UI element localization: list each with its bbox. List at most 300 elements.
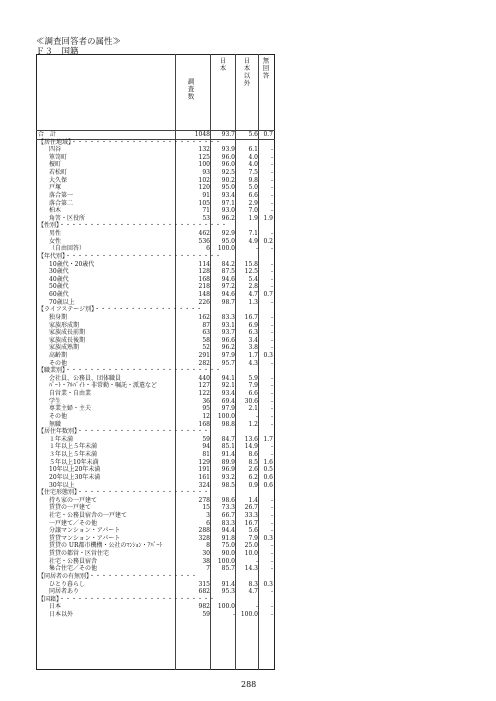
cell-other-country: 9.8 [248, 176, 258, 184]
cell-no-answer: - [270, 260, 273, 268]
cell-japan: - [232, 611, 235, 619]
cell-no-answer: - [270, 344, 273, 352]
data-table [36, 54, 275, 670]
cell-no-answer: 0.3 [263, 351, 273, 359]
header-other-country: 日本以外 [242, 57, 251, 87]
cell-sample-count: 282 [198, 359, 210, 367]
cell-japan: 89.9 [221, 458, 235, 466]
cell-sample-count: 127 [198, 382, 210, 390]
row-label: （自由回答） [49, 245, 86, 253]
cell-sample-count: 95 [202, 405, 210, 413]
cell-japan: 93.4 [221, 390, 235, 398]
row-label: 柏木 [49, 207, 62, 215]
table-row [36, 344, 275, 352]
cell-other-country: 6.1 [248, 146, 258, 154]
cell-japan: 90.2 [221, 176, 235, 184]
row-label: 箪笥町 [49, 153, 68, 161]
cell-no-answer: - [270, 443, 273, 451]
cell-japan: 96.0 [221, 153, 235, 161]
table-row [36, 314, 275, 322]
cell-japan: 93.7 [221, 329, 235, 337]
cell-japan: 94.6 [221, 275, 235, 283]
table-row [36, 230, 275, 238]
cell-other-country: 5.6 [248, 527, 258, 535]
table-row [36, 245, 275, 253]
row-label: 家族形成期 [49, 321, 80, 329]
table-row [36, 268, 275, 276]
cell-japan: 84.7 [221, 435, 235, 443]
table-row [36, 154, 275, 162]
cell-no-answer: - [270, 313, 273, 321]
cell-no-answer: - [270, 321, 273, 329]
cell-sample-count: 128 [198, 268, 210, 276]
table-row [36, 482, 275, 490]
header-no-answer: 無回答 [261, 57, 270, 80]
cell-sample-count: 63 [202, 329, 210, 337]
cell-sample-count: 324 [198, 481, 210, 489]
row-label: 【性別】・・・・・・・・・・・・・・・・・・・・・・・・・・・・ [38, 222, 228, 230]
cell-japan: 100.0 [217, 412, 235, 420]
cell-sample-count: 6 [206, 245, 210, 253]
cell-other-country: 14.3 [244, 565, 258, 573]
cell-sample-count: 100 [198, 161, 210, 169]
page-number: 288 [241, 680, 257, 689]
row-label: 社宅・公務員宿舎の一戸建て [49, 512, 128, 519]
cell-other-country: 33.3 [244, 512, 258, 519]
category-row [36, 428, 275, 436]
table-row [36, 291, 275, 299]
row-label: 【職業別】・・・・・・・・・・・・・・・・・・・・・・・・・・ [38, 367, 222, 375]
table-row [36, 474, 275, 482]
cell-other-country: 14.9 [244, 443, 258, 451]
cell-other-country: 4.3 [248, 359, 258, 367]
cell-japan: 93.7 [221, 131, 235, 138]
row-label: 同居者あり [49, 588, 80, 596]
cell-other-country: 3.4 [248, 336, 258, 344]
table-row [36, 603, 275, 611]
row-label: ３年以上５年未満 [49, 451, 98, 459]
cell-japan: 92.1 [221, 382, 235, 390]
cell-no-answer: - [270, 184, 273, 192]
total-row [36, 131, 275, 139]
cell-other-country: - [255, 603, 258, 611]
cell-other-country: 6.6 [248, 390, 258, 398]
cell-no-answer: 1.9 [263, 214, 273, 222]
table-row [36, 382, 275, 390]
cell-no-answer: - [270, 565, 273, 573]
cell-japan: 97.1 [221, 199, 235, 207]
cell-no-answer: - [270, 245, 273, 253]
table-row [36, 200, 275, 208]
row-label: ５年以上10年未満 [49, 458, 99, 466]
cell-no-answer: - [270, 336, 273, 344]
cell-sample-count: 462 [198, 230, 210, 238]
category-row [36, 253, 275, 261]
row-label: 分譲マンション・アパート [49, 527, 121, 535]
cell-sample-count: 94 [202, 443, 210, 451]
cell-other-country: 4.0 [248, 161, 258, 169]
cell-japan: 100.0 [217, 245, 235, 253]
cell-no-answer: - [270, 298, 273, 306]
cell-sample-count: 15 [202, 504, 210, 512]
cell-sample-count: 53 [202, 214, 210, 222]
cell-japan: 98.6 [221, 496, 235, 504]
cell-sample-count: 682 [198, 588, 210, 596]
cell-other-country: 7.9 [248, 534, 258, 542]
cell-sample-count: 71 [202, 207, 210, 215]
cell-sample-count: 148 [198, 291, 210, 299]
cell-other-country: 2.9 [248, 199, 258, 207]
cell-sample-count: 6 [206, 519, 210, 527]
cell-sample-count: 102 [198, 176, 210, 184]
cell-no-answer: - [270, 420, 273, 428]
row-label: 落合第二 [49, 199, 74, 207]
cell-other-country: 16.7 [244, 519, 258, 527]
cell-no-answer: - [270, 359, 273, 367]
cell-japan: 91.4 [221, 451, 235, 459]
cell-japan: 95.0 [221, 184, 235, 192]
cell-japan: 96.6 [221, 336, 235, 344]
category-row [36, 139, 275, 147]
cell-no-answer: - [270, 230, 273, 238]
cell-other-country: 6.6 [248, 191, 258, 199]
cell-japan: 85.7 [221, 565, 235, 573]
cell-japan: 93.4 [221, 191, 235, 199]
row-label: 20年以上30年未満 [49, 473, 101, 481]
cell-sample-count: 58 [202, 336, 210, 344]
cell-japan: 93.2 [221, 473, 235, 481]
cell-japan: 96.2 [221, 214, 235, 222]
category-row [36, 367, 275, 375]
row-label: 無職 [49, 420, 62, 428]
table-row [36, 413, 275, 421]
cell-no-answer: 0.3 [263, 580, 273, 588]
cell-no-answer: 0.5 [263, 466, 273, 474]
cell-japan: 98.7 [221, 298, 235, 306]
cell-sample-count: 38 [202, 557, 210, 565]
cell-sample-count: 122 [198, 390, 210, 398]
cell-sample-count: 52 [202, 344, 210, 352]
cell-no-answer: - [270, 146, 273, 154]
cell-no-answer: - [270, 283, 273, 291]
table-row [36, 542, 275, 550]
cell-japan: 95.3 [221, 588, 235, 596]
cell-japan: 85.1 [221, 443, 235, 451]
cell-no-answer: 0.2 [263, 237, 273, 245]
cell-sample-count: 132 [198, 146, 210, 154]
table-row [36, 261, 275, 269]
cell-other-country: 2.8 [248, 283, 258, 291]
cell-sample-count: 7 [206, 565, 210, 573]
cell-sample-count: 91 [202, 191, 210, 199]
cell-other-country: 1.9 [248, 214, 258, 222]
cell-other-country: 1.2 [248, 420, 258, 428]
row-label: 会社員、公務員、団体職員 [49, 374, 122, 382]
row-label: ひとり暮らし [49, 580, 86, 588]
row-label: 賃貸マンション・アパート [49, 534, 121, 542]
cell-other-country: 7.1 [248, 230, 258, 238]
table-row [36, 161, 275, 169]
row-label: 【住宅形態別】・・・・・・・・・・・・・・・・・・・・・・ [38, 489, 210, 497]
cell-other-country: 5.6 [248, 131, 258, 138]
row-label: 戸塚 [49, 184, 62, 192]
cell-no-answer: 0.6 [263, 481, 273, 489]
row-label: その他 [49, 359, 68, 367]
cell-sample-count: 328 [198, 534, 210, 542]
section-title: Ｆ３ 国籍 [36, 47, 79, 57]
row-label: 自営業・自由業 [49, 390, 92, 398]
row-label: 60歳代 [49, 291, 69, 299]
row-label: 女性 [49, 237, 62, 245]
cell-sample-count: 315 [198, 580, 210, 588]
cell-sample-count: 114 [198, 260, 210, 268]
category-row [36, 306, 275, 314]
table-row [36, 466, 275, 474]
row-label: 男性 [49, 230, 62, 238]
cell-no-answer: - [270, 496, 273, 504]
row-label: 若松町 [49, 169, 68, 177]
row-label: １年以上５年未満 [49, 443, 98, 451]
category-row [36, 222, 275, 230]
header-sample-count: 調査数 [186, 78, 195, 101]
cell-no-answer: - [270, 405, 273, 413]
cell-no-answer: - [270, 329, 273, 337]
cell-sample-count: 12 [202, 412, 210, 420]
row-label: 【居住年数別】・・・・・・・・・・・・・・・・・・・・・・ [38, 428, 210, 436]
cell-japan: 73.3 [221, 504, 235, 512]
cell-japan: 100.0 [217, 557, 235, 565]
cell-other-country: 8.5 [248, 458, 258, 466]
cell-no-answer: - [270, 161, 273, 169]
row-label: 一戸建て／その他 [49, 519, 98, 527]
table-row [36, 504, 275, 512]
cell-other-country: 2.1 [248, 405, 258, 413]
row-label: 【国籍】・・・・・・・・・・・・・・・・・・・・・・・・・・ [38, 595, 216, 603]
cell-no-answer: - [270, 382, 273, 390]
cell-japan: 90.0 [221, 550, 235, 558]
cell-no-answer: - [270, 176, 273, 184]
row-label: 賃貸の UR都市機構・公社のﾏﾝｼｮﾝ・ｱﾊﾟｰﾄ [49, 542, 163, 550]
table-row [36, 192, 275, 200]
cell-other-country: 15.8 [244, 260, 258, 268]
table-row [36, 565, 275, 573]
cell-sample-count: 105 [198, 199, 210, 207]
row-label: 大久保 [49, 176, 68, 184]
cell-sample-count: 218 [198, 283, 210, 291]
cell-no-answer: - [270, 268, 273, 276]
cell-no-answer: 0.7 [263, 131, 273, 138]
cell-sample-count: 191 [198, 466, 210, 474]
cell-no-answer: - [270, 542, 273, 550]
cell-other-country: 6.9 [248, 321, 258, 329]
cell-sample-count: 93 [202, 169, 210, 177]
cell-japan: 83.3 [221, 519, 235, 527]
row-label: 落合第一 [49, 191, 74, 199]
cell-other-country: 2.6 [248, 466, 258, 474]
row-label: 日本以外 [49, 611, 74, 619]
table-row [36, 322, 275, 330]
table-row [36, 443, 275, 451]
cell-other-country: 100.0 [240, 611, 258, 619]
cell-no-answer: - [270, 611, 273, 619]
cell-no-answer: - [270, 550, 273, 558]
row-label: 家族成長後期 [49, 336, 86, 344]
cell-japan: 95.0 [221, 237, 235, 245]
cell-sample-count: 81 [202, 451, 210, 459]
category-row [36, 596, 275, 604]
table-row [36, 207, 275, 215]
table-row [36, 512, 275, 520]
cell-no-answer: - [270, 588, 273, 596]
cell-no-answer: 1.7 [263, 435, 273, 443]
cell-sample-count: 278 [198, 496, 210, 504]
cell-sample-count: 168 [198, 420, 210, 428]
table-row [36, 588, 275, 596]
row-label: 学生 [49, 397, 62, 405]
cell-sample-count: 8 [206, 542, 210, 550]
cell-other-country: 1.4 [248, 496, 258, 504]
row-label: 30歳代 [49, 268, 69, 276]
cell-sample-count: 30 [202, 550, 210, 558]
table-row [36, 550, 275, 558]
cell-no-answer: 0.7 [263, 291, 273, 299]
header-japan: 日本 [218, 57, 227, 72]
cell-japan: 95.7 [221, 359, 235, 367]
cell-sample-count: 440 [198, 374, 210, 382]
cell-no-answer: 0.3 [263, 534, 273, 542]
cell-japan: 91.4 [221, 580, 235, 588]
cell-sample-count: 162 [198, 313, 210, 321]
table-row [36, 390, 275, 398]
cell-no-answer: - [270, 451, 273, 459]
row-label: 社宅・公務員宿舎 [49, 557, 98, 565]
cell-sample-count: 87 [202, 321, 210, 329]
row-label: 合 計 [38, 131, 57, 138]
cell-sample-count: 161 [198, 473, 210, 481]
cell-other-country: 4.0 [248, 153, 258, 161]
cell-other-country: 5.9 [248, 374, 258, 382]
table-row [36, 611, 275, 619]
table-row [36, 184, 275, 192]
cell-japan: 92.5 [221, 169, 235, 177]
cell-other-country: 4.7 [248, 291, 258, 299]
table-row [36, 352, 275, 360]
cell-japan: 75.0 [221, 542, 235, 550]
cell-sample-count: 3 [206, 512, 210, 519]
cell-other-country: 4.9 [248, 237, 258, 245]
table-row [36, 283, 275, 291]
cell-japan: 94.4 [221, 527, 235, 535]
row-label: 高齢期 [49, 351, 68, 359]
row-label: 【年代別】・・・・・・・・・・・・・・・・・・・・・・・・・・ [38, 252, 222, 260]
cell-sample-count: 288 [198, 527, 210, 535]
cell-japan: 98.5 [221, 481, 235, 489]
table-row [36, 146, 275, 154]
table-row [36, 451, 275, 459]
cell-other-country: - [255, 412, 258, 420]
table-row [36, 527, 275, 535]
cell-sample-count: 59 [202, 435, 210, 443]
cell-japan: 93.0 [221, 207, 235, 215]
cell-other-country: 5.0 [248, 184, 258, 192]
cell-sample-count: 226 [198, 298, 210, 306]
cell-sample-count: 120 [198, 184, 210, 192]
cell-other-country: 7.9 [248, 382, 258, 390]
cell-no-answer: - [270, 374, 273, 382]
cell-sample-count: 36 [202, 397, 210, 405]
cell-no-answer: - [270, 412, 273, 420]
cell-japan: 96.9 [221, 466, 235, 474]
cell-other-country: 10.0 [244, 550, 258, 558]
cell-other-country: 3.8 [248, 344, 258, 352]
cell-other-country: 7.0 [248, 207, 258, 215]
table-row [36, 329, 275, 337]
cell-no-answer: - [270, 557, 273, 565]
cell-japan: 92.9 [221, 230, 235, 238]
cell-no-answer: - [270, 603, 273, 611]
cell-japan: 93.9 [221, 146, 235, 154]
row-label: 40歳代 [49, 275, 69, 283]
row-label: 賃貸の一戸建て [49, 504, 92, 512]
cell-sample-count: 129 [198, 458, 210, 466]
row-label: 30年以上 [49, 481, 75, 489]
cell-sample-count: 982 [198, 603, 210, 611]
cell-no-answer: - [270, 207, 273, 215]
cell-other-country: 30.6 [244, 397, 258, 405]
row-label: 【同居者の有無別】・・・・・・・・・・・・・・・・・・ [38, 572, 198, 580]
row-label: 独身期 [49, 313, 68, 321]
table-row [36, 421, 275, 429]
cell-other-country: 6.2 [248, 473, 258, 481]
cell-no-answer: - [270, 191, 273, 199]
cell-other-country: 1.7 [248, 351, 258, 359]
cell-no-answer: - [270, 199, 273, 207]
cell-other-country: 8.3 [248, 580, 258, 588]
cell-no-answer: - [270, 169, 273, 177]
cell-no-answer: - [270, 397, 273, 405]
cell-japan: 94.6 [221, 291, 235, 299]
cell-sample-count: 125 [198, 153, 210, 161]
row-label: 【ライフステージ別】・・・・・・・・・・・・・・・・・・ [38, 306, 203, 314]
cell-japan: 96.0 [221, 161, 235, 169]
cell-japan: 97.2 [221, 283, 235, 291]
cell-no-answer: - [270, 275, 273, 283]
cell-other-country: 0.9 [248, 481, 258, 489]
row-label: 集合住宅／その他 [49, 565, 98, 573]
row-label: ﾊﾟｰﾄ・ｱﾙﾊﾞｲﾄ・非常勤・嘱託・派遣など [49, 382, 158, 390]
cell-other-country: 5.4 [248, 275, 258, 283]
cell-japan: 98.8 [221, 420, 235, 428]
row-label: 10年以上20年未満 [49, 466, 101, 474]
cell-other-country: 12.5 [244, 268, 258, 276]
cell-japan: 93.1 [221, 321, 235, 329]
cell-other-country: 13.6 [244, 435, 258, 443]
cell-other-country: 26.7 [244, 504, 258, 512]
cell-japan: 94.1 [221, 374, 235, 382]
cell-other-country: 4.7 [248, 588, 258, 596]
table-row [36, 405, 275, 413]
category-row [36, 573, 275, 581]
cell-no-answer: - [270, 153, 273, 161]
row-label: 榎町 [49, 161, 62, 169]
table-row [36, 276, 275, 284]
cell-sample-count: 536 [198, 237, 210, 245]
row-label: 50歳代 [49, 283, 69, 291]
cell-japan: 69.4 [221, 397, 235, 405]
cell-other-country: 16.7 [244, 313, 258, 321]
cell-other-country: 25.0 [244, 542, 258, 550]
cell-sample-count: 291 [198, 351, 210, 359]
